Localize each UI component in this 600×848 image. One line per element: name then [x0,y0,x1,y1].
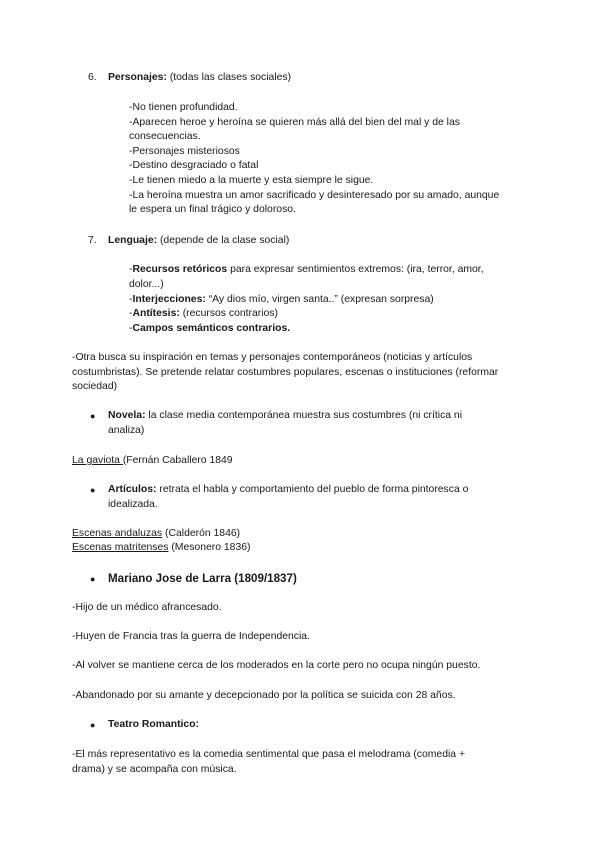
articulos-label: Artículos: [108,484,157,495]
section-6-note: (todas las clases sociales) [166,72,292,83]
costumbrismo-line: sociedad) [72,381,118,392]
bullet-icon: ● [90,411,96,421]
escenas-reference: Escenas andaluzas (Calderón 1846) [72,528,241,539]
teatro-title: Teatro Romantico: [108,719,200,730]
section-6-line: -Destino desgraciado o fatal [129,160,259,171]
section-7-item: -Antítesis: (recursos contrarios) [129,308,278,319]
gaviota-title: La gaviota [72,455,123,466]
gaviota-reference: La gaviota (Fernán Caballero 1849 [72,455,233,466]
novela-label: Novela: [108,410,146,421]
section-7-heading [0,234,600,249]
costumbrismo-line: costumbristas). Se pretende relatar costumbres populares, escenas o instituciones (reformar [72,367,499,378]
section-6-number: 6. [88,72,97,83]
novela-text: la clase media contemporánea muestra sus costumbres (ni crítica ni [145,410,463,421]
novela-text-cont: analiza) [108,425,145,436]
section-6-line: consecuencias. [129,131,201,142]
larra-fact: -Abandonado por su amante y decepcionado por la política se suicida con 28 años. [72,690,456,701]
articulos-text-cont: idealizada. [108,499,158,510]
teatro-line: drama) y se acompaña con música. [72,764,237,775]
section-7-note: (depende de la clase social) [157,235,290,246]
section-6-line: -Personajes misteriosos [129,146,240,157]
articulos-text: retrata el habla y comportamiento del pueblo de forma pintoresca o [156,484,469,495]
larra-fact: -Huyen de Francia tras la guerra de Independencia. [72,631,310,642]
section-7-item: dolor...) [129,279,164,290]
section-6-line: -La heroína muestra un amor sacrificado y desinteresado por su amado, aunque [129,190,500,201]
bullet-icon: ● [90,720,96,730]
section-7-item: -Recursos retóricos para expresar sentimientos extremos: (ira, terror, amor, [129,264,484,275]
section-7-number: 7. [88,235,97,246]
section-6-heading [0,71,600,86]
section-6-label: Personajes: [108,72,167,83]
teatro-heading [0,718,600,733]
teatro-line: -El más representativo es la comedia sentimental que pasa el melodrama (comedia + [72,749,466,760]
articulos-bullet-item [0,483,600,498]
larra-title: Mariano Jose de Larra (1809/1837) [108,572,297,585]
bullet-icon: ● [90,574,96,584]
larra-fact: -Hijo de un médico afrancesado. [72,602,222,613]
section-6-line: -No tienen profundidad. [129,102,238,113]
section-7-item: -Campos semánticos contrarios. [129,323,291,334]
larra-heading [0,572,600,587]
section-6-line: -Aparecen heroe y heroína se quieren más allá del bien del mal y de las [129,117,460,128]
section-7-label: Lenguaje: [108,235,158,246]
section-6-line: le espera un final trágico y doloroso. [129,204,296,215]
costumbrismo-line: -Otra busca su inspiración en temas y personajes contemporáneos (noticias y artículos [72,352,473,363]
section-7-item: -Interjecciones: “Ay dios mío, virgen santa..” (expresan sorpresa) [129,294,434,305]
escenas-reference: Escenas matritenses (Mesonero 1836) [72,542,251,553]
larra-fact: -Al volver se mantiene cerca de los moderados en la corte pero no ocupa ningún puesto. [72,660,481,671]
bullet-icon: ● [90,485,96,495]
section-6-line: -Le tienen miedo a la muerte y esta siempre le sigue. [129,175,374,186]
novela-bullet-item [0,409,600,424]
